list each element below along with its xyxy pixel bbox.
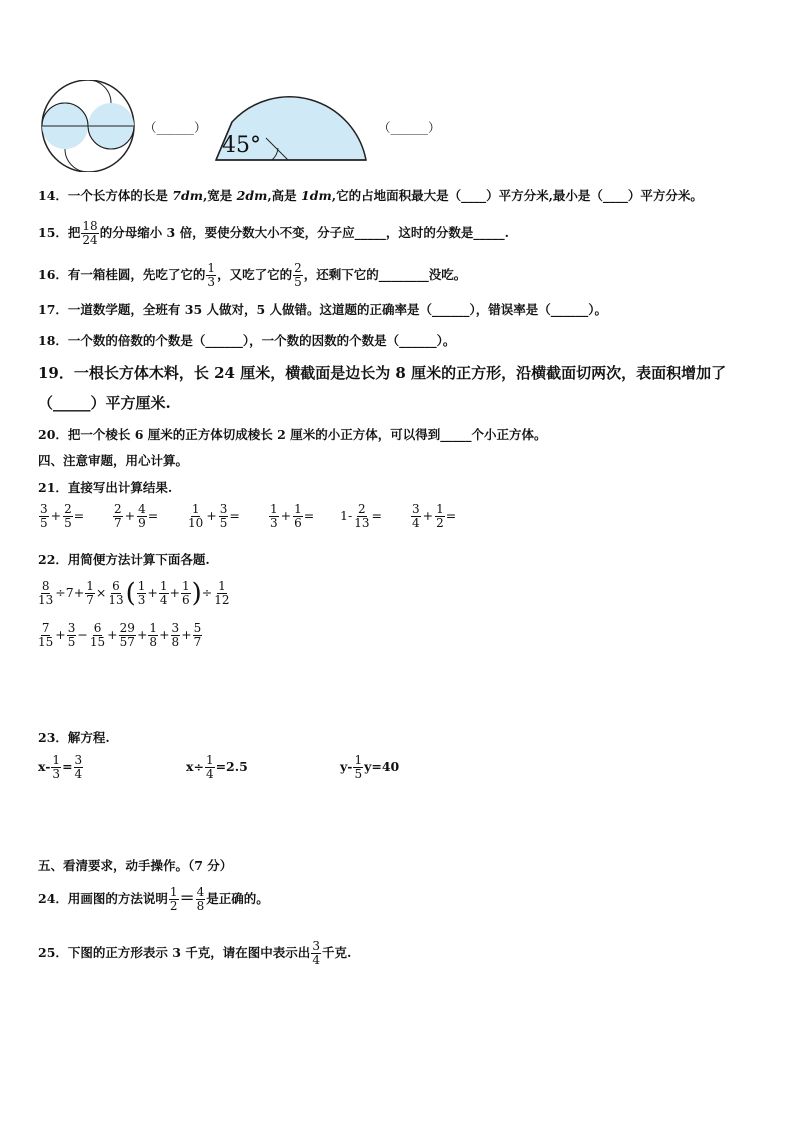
calc-item: $\frac{3}{4}$ + $\frac{1}{2}$ =: [412, 502, 457, 530]
section-5-title: 五、看清要求，动手操作。（7 分）: [38, 858, 233, 873]
fraction: $\frac{1}{3}$: [207, 261, 216, 289]
equation-1: x- $\frac{1}{3}$ = $\frac{3}{4}$: [38, 753, 83, 781]
question-25: 25．下图的正方形表示 3 千克，请在图中表示出 $\frac{3}{4}$ 千克.: [38, 939, 352, 967]
expression-1: $\frac{8}{13}$ ÷7+ $\frac{1}{7}$ × $\frac{6}{13}$ ( $\frac{1}{3}$ + $\frac{1}{4}$ + $\frac{1}{6}$ )÷ $\frac{1}{12}$: [38, 578, 230, 609]
question-19-line2: （_____）平方厘米.: [38, 394, 171, 412]
fraction: $\frac{18}{24}$: [82, 219, 98, 247]
calc-item: $\frac{1}{10}$ + $\frac{3}{5}$ =: [188, 502, 240, 530]
question-17: 17．一道数学题，全班有 35 人做对，5 人做错。这道题的正确率是（______），错误率是（______）。: [38, 302, 608, 317]
expression-2: $\frac{7}{15}$ + $\frac{3}{5}$ − $\frac{6}{15}$ + $\frac{29}{57}$ + $\frac{1}{8}$ + $\frac{3}{8}$ + $\frac{5}{7}$: [38, 621, 202, 649]
figure1-blank: （______）: [144, 120, 207, 135]
question-23-title: 23．解方程.: [38, 730, 110, 745]
calc-item: $\frac{3}{5}$ + $\frac{2}{5}$ =: [40, 502, 85, 530]
question-24: 24．用画图的方法说明 $\frac{1}{2}$ ＝ $\frac{4}{8}$ 是正确的。: [38, 885, 269, 913]
angle-label: 45°: [222, 133, 261, 158]
equation-3: y- $\frac{1}{5}$ y=40: [340, 753, 400, 781]
question-21-title: 21．直接写出计算结果.: [38, 480, 173, 495]
figure2-blank: （______）: [378, 120, 441, 135]
circle-figure: [38, 80, 138, 172]
question-15: 15．把 $\frac{18}{24}$ 的分母缩小 3 倍，要使分数大小不变，分子应_____，这时的分数是_____.: [38, 219, 509, 247]
question-16: 16．有一箱桂圆，先吃了它的 $\frac{1}{3}$ ，又吃了它的 $\frac{2}{5}$ ，还剩下它的________没吃。: [38, 261, 467, 289]
question-22-title: 22．用简便方法计算下面各题.: [38, 552, 210, 567]
question-14: 14．一个长方体的长是 7dm,宽是 2dm,高是 1dm,它的占地面积最大是（____）平方分米,最小是（____）平方分米。: [38, 188, 703, 203]
fraction: $\frac{2}{5}$: [294, 261, 302, 289]
question-18: 18．一个数的倍数的个数是（______），一个数的因数的个数是（______）。: [38, 333, 456, 348]
calc-item: $\frac{1}{3}$ + $\frac{1}{6}$ =: [270, 502, 315, 530]
equation-2: x÷ $\frac{1}{4}$ =2.5: [186, 753, 248, 781]
calc-item: 1- $\frac{2}{13}$ =: [340, 502, 382, 530]
question-20: 20．把一个棱长 6 厘米的正方体切成棱长 2 厘米的小正方体，可以得到_____个小正方体。: [38, 427, 547, 442]
section-4-title: 四、注意审题，用心计算。: [38, 453, 189, 468]
calc-item: $\frac{2}{7}$ + $\frac{4}{9}$ =: [114, 502, 159, 530]
question-19-line1: 19．一根长方体木料，长 24 厘米，横截面是边长为 8 厘米的正方形，沿横截面切两次，表面积增加了: [38, 364, 727, 382]
